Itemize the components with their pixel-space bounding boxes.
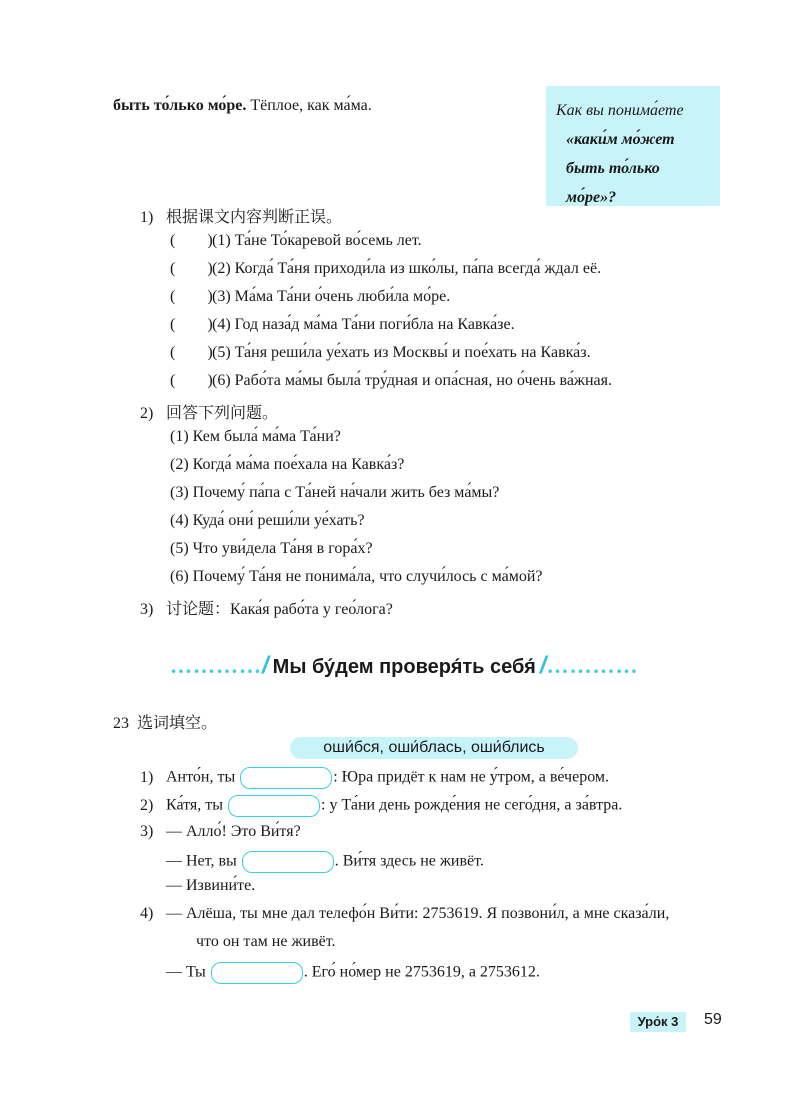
- task1-item: ( )(6) Рабо́та ма́мы была́ тру́дная и опа́сная, но о́чень ва́жная.: [170, 372, 613, 389]
- exercise-question-3: 3) — Алло́! Это Ви́тя?: [140, 823, 301, 840]
- intro-line: [113, 97, 372, 115]
- task2-question: (2) Когда́ ма́ма пое́хала на Кавка́з?: [170, 456, 405, 473]
- exercise-question-4-cont: что он там не живёт.: [196, 933, 336, 950]
- intro-plain: Тёплое, как ма́ма.: [246, 97, 372, 114]
- answer-blank-4[interactable]: [211, 962, 303, 984]
- task3-label: 讨论题：: [166, 601, 231, 618]
- word-bank: оши́бся, оши́блась, оши́блись: [290, 737, 578, 759]
- page-number: 59: [704, 1011, 722, 1028]
- sidebox-line-3: быть то́лько: [566, 160, 660, 177]
- task1-item: ( )(2) Когда́ Та́ня приходи́ла из шко́лы, па́па всегда́ ждал её.: [170, 260, 602, 277]
- task2-question: (6) Почему́ Та́ня не понима́ла, что случи́лось с ма́мой?: [170, 568, 543, 585]
- exercise-question-3-reply: — Нет, вы . Ви́тя здесь не живёт.: [166, 851, 484, 873]
- task1-heading: 1) 根据课文内容判断正误。: [140, 209, 343, 226]
- sidebox-line-1: Как вы понима́ете: [556, 102, 684, 119]
- sidebox-line-2: «каки́м мо́жет: [566, 131, 675, 148]
- task1-item: ( )(3) Ма́ма Та́ни о́чень люби́ла мо́ре.: [170, 288, 451, 305]
- task1-instruction: 根据课文内容判断正误。: [166, 209, 343, 226]
- answer-blank-3[interactable]: [242, 851, 334, 873]
- task2-question: (3) Почему́ па́па с Та́ней на́чали жить без ма́мы?: [170, 484, 500, 501]
- exercise-question-1: 1) Анто́н, ты : Юра придёт к нам не у́тром, а ве́чером.: [140, 767, 609, 789]
- exercise-question-4: 4) — Алёша, ты мне дал телефо́н Ви́ти: 2753619. Я позвони́л, а мне сказа́ли,: [140, 905, 670, 922]
- slash-left: /: [262, 652, 269, 679]
- exercise-23-heading: [113, 710, 217, 733]
- exercise-instruction: 选词填空。: [137, 715, 218, 732]
- task2-question: (5) Что уви́дела Та́ня в гора́х?: [170, 540, 373, 557]
- section-heading: [170, 652, 670, 682]
- section-title: Мы бу́дем проверя́ть себя́: [272, 656, 536, 678]
- task2-instruction: 回答下列问题。: [166, 405, 279, 422]
- task3-text: Кака́я рабо́та у гео́лога?: [230, 601, 393, 618]
- exercise-question-3-end: — Извини́те.: [166, 877, 256, 894]
- intro-bold: быть то́лько мо́ре.: [113, 97, 247, 114]
- dots-right: …………: [546, 653, 639, 678]
- answer-blank-1[interactable]: [240, 767, 332, 789]
- task1-item: ( )(4) Год наза́д ма́ма Та́ни поги́бла на Кавка́зе.: [170, 316, 515, 333]
- exercise-question-4-reply: — Ты . Его́ но́мер не 2753619, а 2753612.: [166, 962, 540, 984]
- slash-right: /: [539, 652, 547, 679]
- task2-heading: 2) 回答下列问题。: [140, 405, 279, 422]
- sidebar-question-box: [546, 86, 720, 206]
- task2-question: (1) Кем была́ ма́ма Та́ни?: [170, 428, 341, 445]
- sidebox-line-4: мо́ре»?: [566, 189, 617, 206]
- task1-item: ( )(1) Та́не То́каревой во́семь лет.: [170, 232, 422, 249]
- lesson-badge: Уро́к 3: [630, 1012, 686, 1032]
- task2-question: (4) Куда́ они́ реши́ли уе́хать?: [170, 512, 365, 529]
- exercise-number: 23: [113, 715, 129, 732]
- answer-blank-2[interactable]: [228, 795, 320, 817]
- task3-line: 3) 讨论题：Кака́я рабо́та у гео́лога?: [140, 601, 393, 618]
- exercise-question-2: 2) Ка́тя, ты : у Та́ни день рожде́ния не сего́дня, а за́втра.: [140, 795, 622, 817]
- dots-left: …………: [170, 653, 262, 678]
- task1-item: ( )(5) Та́ня реши́ла уе́хать из Москвы́ и пое́хать на Кавка́з.: [170, 344, 591, 361]
